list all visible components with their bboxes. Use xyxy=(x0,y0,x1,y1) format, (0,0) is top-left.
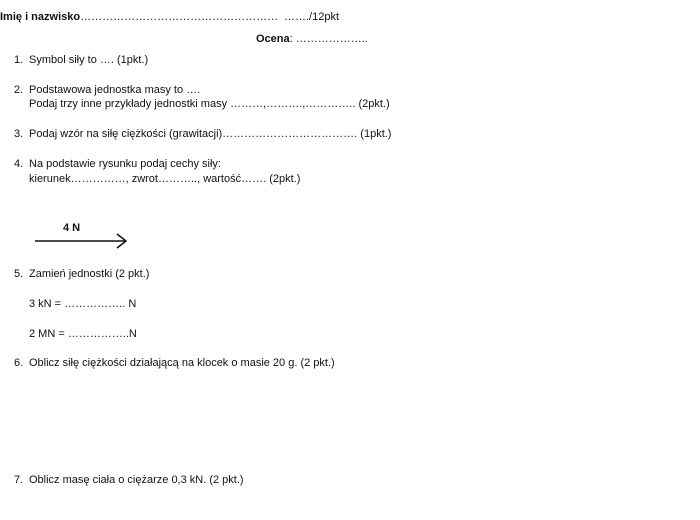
question-text: Oblicz siłę ciężkości działającą na klocek o masie 20 g. (2 pkt.) xyxy=(29,357,335,369)
right-arrow-icon xyxy=(34,232,130,250)
question-number: 1. xyxy=(14,54,24,66)
question-number: 6. xyxy=(14,357,24,369)
question-number: 5. xyxy=(14,268,24,280)
score-field: ……./12pkt xyxy=(284,11,340,23)
question-text: Symbol siły to …. (1pkt.) xyxy=(29,54,149,66)
grade-label: Ocena xyxy=(256,33,290,45)
question-number: 3. xyxy=(14,128,24,140)
conversion-kn: 3 kN = …………….. N xyxy=(29,298,137,310)
grade-blank: : ……………….. xyxy=(289,33,368,45)
question-number: 7. xyxy=(14,474,24,486)
question-text-line-2: Podaj trzy inne przykłady jednostki masy ………,……….,………….. (2pkt.) xyxy=(29,98,390,110)
question-text: Podstawowa jednostka masy to …. xyxy=(29,84,201,96)
name-blank: ……………………………………………… xyxy=(80,11,279,23)
question-text: Oblicz masę ciała o ciężarze 0,3 kN. (2 pkt.) xyxy=(29,474,244,486)
question-number: 4. xyxy=(14,158,24,170)
question-text: Podaj wzór na siłę ciężkości (grawitacji)………………………………. (1pkt.) xyxy=(29,128,392,140)
question-number: 2. xyxy=(14,84,24,96)
force-value-label: 4 N xyxy=(63,222,81,234)
student-name-field xyxy=(0,11,278,23)
question-text-line-2: kierunek……………, zwrot……….., wartość……. (2pkt.) xyxy=(29,173,301,185)
question-text: Zamień jednostki (2 pkt.) xyxy=(29,268,150,280)
question-text: Na podstawie rysunku podaj cechy siły: xyxy=(29,158,221,170)
name-label: Imię i nazwisko xyxy=(0,11,81,23)
grade-field xyxy=(256,33,368,45)
conversion-mn: 2 MN = ……………..N xyxy=(29,328,137,340)
